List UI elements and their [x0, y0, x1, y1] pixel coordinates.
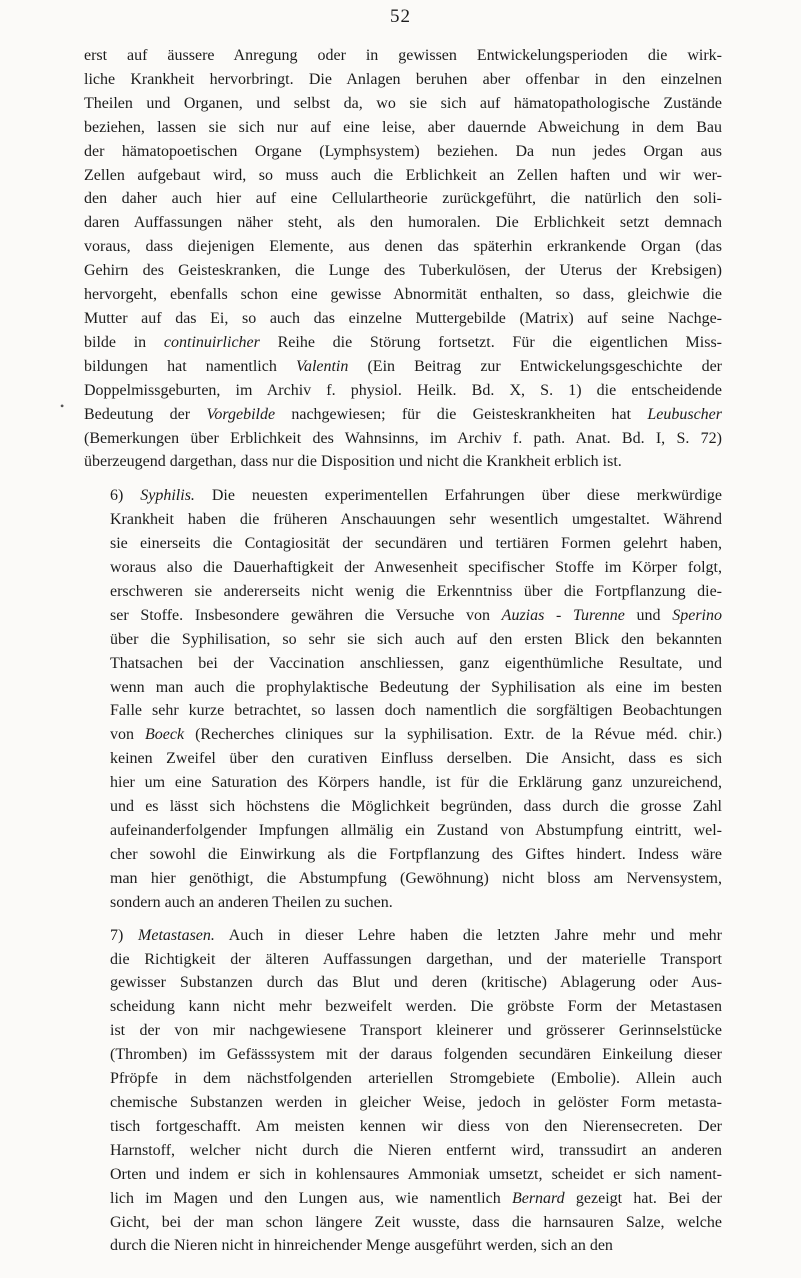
italic-term: Vorgebilde: [206, 405, 276, 423]
text-line: erschweren sie andererseits nicht wenig die Erkenntniss über die Fortpflanzung die-: [110, 582, 722, 600]
italic-term: Metastasen.: [138, 926, 215, 944]
text-line: sie einerseits die Contagiosität der secundären und tertiären Formen gelehrt haben,: [110, 535, 722, 553]
margin-mark: •: [60, 399, 65, 413]
text-line: Falle sehr kurze betrachtet, so lassen doch namentlich die sorgfältigen Beobachtungen: [110, 702, 722, 720]
text-line: hier um eine Saturation des Körpers handle, ist für die Erklärung ganz unzureichend,: [110, 774, 722, 792]
text-line: Orten und indem er sich in kohlensaures Ammoniak umsetzt, scheidet er sich nament-: [110, 1165, 722, 1183]
text-line: 6) Syphilis. Die neuesten experimentellen Erfahrungen über diese merkwürdige: [110, 487, 723, 505]
text-line: keinen Zweifel über den curativen Einfluss derselben. Die Ansicht, dass es sich: [110, 750, 722, 768]
paragraph-continuation: [84, 44, 722, 474]
text-line: sondern auch an anderen Theilen zu suchen.: [110, 893, 393, 911]
text-line: bildungen hat namentlich Valentin (Ein Beitrag zur Entwickelungsgeschichte der: [84, 357, 722, 375]
text-line: ser Stoffe. Insbesondere gewähren die Versuche von Auzias - Turenne und Sperino: [110, 606, 722, 624]
italic-term: continuirlicher: [163, 333, 260, 351]
text-line: Gehirn des Geisteskranken, die Lunge des Tuberkulösen, der Uterus der Krebsigen): [84, 262, 722, 280]
italic-term: Syphilis.: [140, 487, 195, 505]
text-line: Theilen und Organen, und selbst da, wo sie sich auf hämatopathologische Zustände: [84, 94, 722, 112]
text-line: Gicht, bei der man schon längere Zeit wusste, dass die harnsauren Salze, welche: [110, 1213, 722, 1231]
paragraph-metastasen: [84, 924, 722, 1259]
italic-term: Leubuscher: [647, 405, 722, 423]
text-line: (Bemerkungen über Erblichkeit des Wahnsinns, im Archiv f. path. Anat. Bd. I, S. 72): [84, 429, 722, 447]
text-line: den daher auch hier auf eine Cellulartheorie zurückgeführt, die natürlich den soli-: [84, 190, 722, 208]
text-line: bilde in continuirlicher Reihe die Störung fortsetzt. Für die eigentlichen Miss-: [84, 333, 723, 351]
text-line: Harnstoff, welcher nicht durch die Nieren entfernt wird, transsudirt an anderen: [110, 1141, 722, 1159]
text-line: chemische Substanzen werden in gleicher Weise, jedoch in gelöster Form metasta-: [110, 1093, 722, 1111]
text-line: von Boeck (Recherches cliniques sur la syphilisation. Extr. de la Révue méd. chir.): [110, 726, 723, 744]
text-line: Zellen aufgebaut wird, so muss auch die Erblichkeit an Zellen haften und wir wer-: [84, 166, 722, 184]
text-line: Pfröpfe in dem nächstfolgenden arteriellen Stromgebiete (Embolie). Allein auch: [110, 1070, 722, 1088]
text-line: woraus also die Dauerhaftigkeit der Anwesenheit specifischer Stoffe im Körper folgt,: [110, 559, 722, 577]
text-line: überzeugend dargethan, dass nur die Disposition und nicht die Krankheit erblich ist.: [84, 453, 622, 471]
text-line: tisch fortgeschafft. Am meisten kennen wir diess von den Nierensecreten. Der: [110, 1117, 722, 1135]
text-line: (Thromben) im Gefässsystem mit der daraus folgenden secundären Einkeilung dieser: [110, 1046, 722, 1064]
text-line: gewisser Substanzen durch das Blut und deren (kritische) Ablagerung oder Aus-: [110, 974, 722, 992]
text-line: scheidung kann nicht mehr bezweifelt werden. Die gröbste Form der Metastasen: [110, 998, 722, 1016]
italic-term: Valentin: [295, 357, 349, 375]
text-line: hervorgeht, ebenfalls schon eine gewisse Abnormität enthalten, so dass, gleichwie die: [84, 286, 722, 304]
text-line: daren Auffassungen näher steht, als den humoralen. Die Erblichkeit setzt demnach: [84, 214, 722, 232]
text-line: ist der von mir nachgewiesene Transport kleinerer und grösserer Gerinnselstücke: [110, 1022, 722, 1040]
text-line: Krankheit haben die früheren Anschauungen sehr wesentlich umgestaltet. Während: [110, 511, 722, 529]
text-line: 7) Metastasen. Auch in dieser Lehre haben die letzten Jahre mehr und mehr: [110, 926, 723, 944]
text-line: voraus, dass diejenigen Elemente, aus denen das späterhin erkrankende Organ (das: [84, 238, 722, 256]
text-line: Doppelmissgeburten, im Archiv f. physiol. Heilk. Bd. X, S. 1) die entscheidende: [84, 381, 722, 399]
text-line: über die Syphilisation, so sehr sie sich auch auf den ersten Blick den bekannten: [110, 630, 722, 648]
text-line: und es lässt sich höchstens die Möglichkeit begründen, dass durch die grosse Zahl: [110, 798, 722, 816]
paragraph-syphilis: [84, 484, 722, 914]
text-line: die Richtigkeit der älteren Auffassungen dargethan, und der materielle Transport: [110, 950, 722, 968]
body-text: [84, 44, 722, 1267]
text-line: aufeinanderfolgender Impfungen allmälig ein Zustand von Abstumpfung eintritt, wel-: [110, 822, 722, 839]
italic-term: Bernard: [511, 1189, 565, 1207]
text-line: Mutter auf das Ei, so auch das einzelne Muttergebilde (Matrix) auf seine Nachge-: [84, 309, 722, 327]
text-line: Thatsachen bei der Vaccination anschliessen, ganz eigenthümliche Resultate, und: [110, 654, 722, 672]
text-line: wenn man auch die prophylaktische Bedeutung der Syphilisation als eine im besten: [110, 678, 722, 696]
page-number: 52: [390, 6, 411, 27]
text-line: man hier genöthigt, die Abstumpfung (Gewöhnung) nicht bloss am Nervensystem,: [110, 869, 722, 887]
italic-term: Auzias - Turenne: [501, 606, 625, 624]
text-line: Bedeutung der Vorgebilde nachgewiesen; für die Geisteskrankheiten hat Leubuscher: [84, 405, 722, 423]
text-line: liche Krankheit hervorbringt. Die Anlagen beruhen aber offenbar in den einzelnen: [84, 70, 722, 88]
text-line: erst auf äussere Anregung oder in gewissen Entwickelungsperioden die wirk-: [84, 47, 722, 64]
text-line: lich im Magen und den Lungen aus, wie namentlich Bernard gezeigt hat. Bei der: [110, 1189, 723, 1207]
text-line: cher sowohl die Einwirkung als die Fortpflanzung des Giftes hindert. Indess wäre: [110, 845, 722, 863]
italic-term: Sperino: [672, 606, 722, 624]
italic-term: Boeck: [145, 726, 185, 744]
text-line: beziehen, lassen sie sich nur auf eine leise, aber dauernde Abweichung in dem Bau: [84, 118, 722, 136]
text-line: der hämatopoetischen Organe (Lymphsystem) beziehen. Da nun jedes Organ aus: [84, 142, 722, 160]
text-line: durch die Nieren nicht in hinreichender Menge ausgeführt werden, sich an den: [110, 1237, 613, 1255]
